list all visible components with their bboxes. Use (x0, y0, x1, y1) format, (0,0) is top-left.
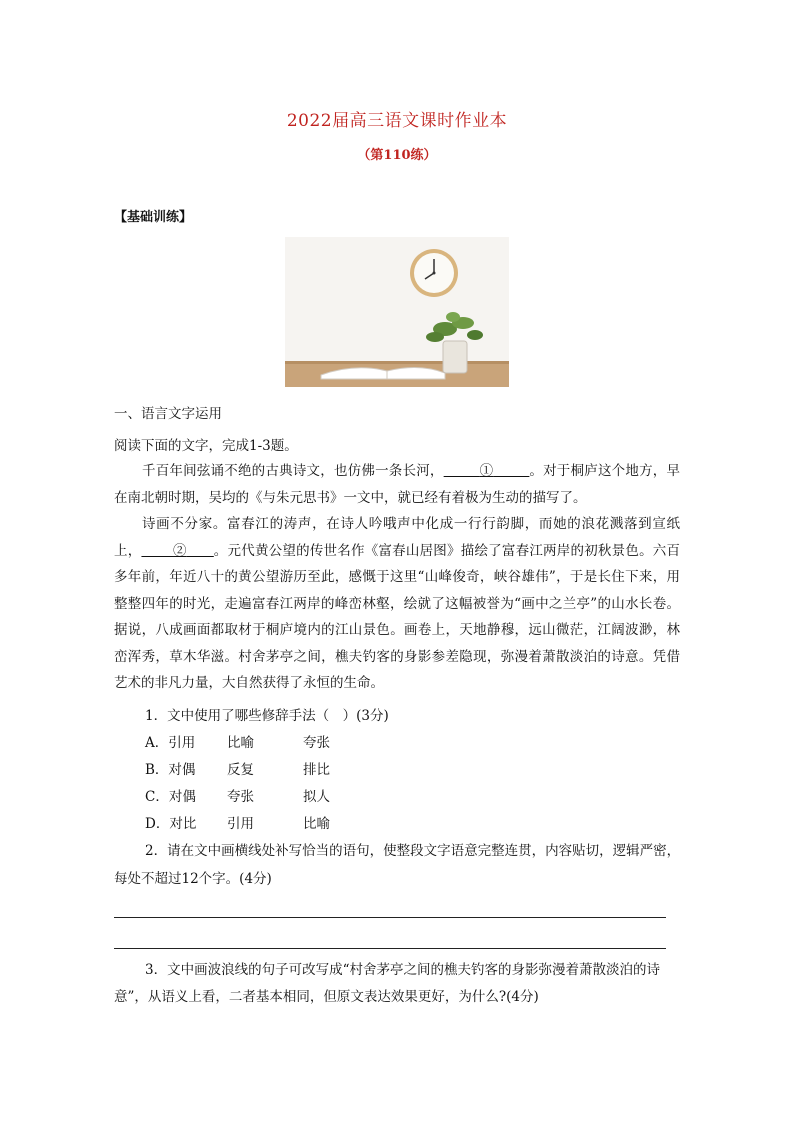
section-tag: 【基础训练】 (114, 210, 193, 225)
answer-line-1[interactable] (114, 917, 666, 918)
illustration-image (285, 237, 509, 387)
question-2-stem-cont: 每处不超过12个字。(4分) (114, 871, 272, 887)
passage-text: 。对于桐庐这个地方，早在南北朝时期，吴均的《与朱元思书》一文中，就已经有着极为生动的描写了。 (114, 463, 680, 506)
passage-paragraph-2 (114, 511, 680, 697)
question-3-stem: 3．文中画波浪线的句子可改写成“村舍茅亭之间的樵夫钓客的身影弥漫着萧散淡泊的诗 (145, 962, 660, 978)
option-d[interactable]: D．对比 引用 比喻 (145, 816, 330, 832)
answer-line-2[interactable] (114, 948, 666, 949)
option-c[interactable]: C．对偶 夸张 拟人 (145, 789, 330, 805)
question-1-stem: 1．文中使用了哪些修辞手法（ ）(3分) (145, 708, 389, 724)
option-b[interactable]: B．对偶 反复 排比 (145, 762, 330, 778)
blank-1: ① (479, 463, 494, 479)
passage-text: 诗画不分家。富春江的涛声，在诗人吟哦声中化成一行行韵脚，而她的浪花溅落到宣纸上， (114, 516, 680, 559)
question-3-stem-cont: 意”，从语义上看，二者基本相同，但原文表达效果更好，为什么?(4分) (114, 989, 539, 1005)
part-heading: 一、语言文字运用 (114, 406, 222, 422)
passage-paragraph-1 (114, 458, 680, 511)
exercise-number: （第110练） (357, 148, 437, 163)
reading-instruction: 阅读下面的文字，完成1-3题。 (114, 438, 298, 454)
clock-icon (410, 249, 458, 297)
question-2-stem: 2．请在文中画横线处补写恰当的语句，使整段文字语意完整连贯，内容贴切，逻辑严密， (145, 843, 681, 859)
passage-text: 千百年间弦诵不绝的古典诗文，也仿佛一条长河， (142, 463, 444, 479)
option-a[interactable]: A．引用 比喻 夸张 (145, 735, 330, 751)
passage-text: 。元代黄公望的传世名作《富春山居图》描绘了富春江两岸的初秋景色。六百多年前，年近八十的黄公望游历至此，感慨于这里“山峰俊奇，峡谷雄伟”，于是长住下来，用整整四年的时光，走遍富春江两岸的峰峦林壑，绘就了这幅被誉为“画中之兰亭”的山水长卷。据说，八成画面都取材于桐庐境内的江山景色。画卷上，天地静穆，远山微茫，江阔波渺，林峦浑秀，草木华滋。村舍茅亭之间，樵夫钓客的身影参差隐现，弥漫着萧散淡泊的诗意。凭借艺术的非凡力量，大自然获得了永恒的生命。 (114, 542, 681, 691)
blank-2: ② (173, 542, 187, 559)
worksheet-title: 2022届高三语文课时作业本 (286, 111, 508, 131)
